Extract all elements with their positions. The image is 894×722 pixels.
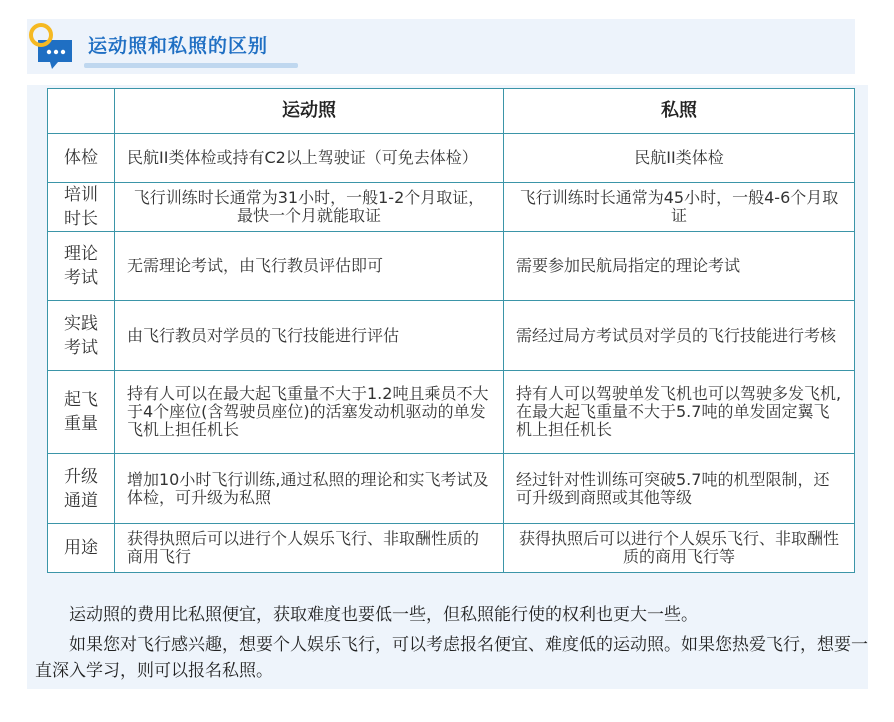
- sport-cell: 无需理论考试，由飞行教员评估即可: [115, 232, 504, 301]
- table-header-row: [48, 89, 855, 134]
- row-label: 升级通道: [48, 454, 115, 524]
- paragraph-summary: 运动照的费用比私照便宜，获取难度也要低一些，但私照能行使的权利也更大一些。: [69, 605, 698, 625]
- row-label: 起飞重量: [48, 371, 115, 454]
- table-row: [48, 134, 855, 183]
- private-cell: 需经过局方考试员对学员的飞行技能进行考核: [504, 301, 855, 371]
- row-label: 培训时长: [48, 183, 115, 232]
- sport-cell: 由飞行教员对学员的飞行技能进行评估: [115, 301, 504, 371]
- comparison-table: [47, 88, 855, 573]
- sport-cell: 民航II类体检或持有C2以上驾驶证（可免去体检）: [115, 134, 504, 183]
- table-header-sport: 运动照: [115, 89, 504, 134]
- table-row: [48, 301, 855, 371]
- row-label: 实践考试: [48, 301, 115, 371]
- table-row: [48, 183, 855, 232]
- private-cell: 持有人可以驾驶单发飞机也可以驾驶多发飞机,在最大起飞重量不大于5.7吨的单发固定翼飞机上担任机长: [504, 371, 855, 454]
- private-cell: 飞行训练时长通常为45小时，一般4-6个月取证: [504, 183, 855, 232]
- row-label: 用途: [48, 524, 115, 573]
- row-label: 体检: [48, 134, 115, 183]
- sport-cell: 持有人可以在最大起飞重量不大于1.2吨且乘员不大于4个座位(含驾驶员座位)的活塞发动机驱动的单发飞机上担任机长: [115, 371, 504, 454]
- sport-cell: 获得执照后可以进行个人娱乐飞行、非取酬性质的商用飞行: [115, 524, 504, 573]
- table-row: [48, 371, 855, 454]
- private-cell: 需要参加民航局指定的理论考试: [504, 232, 855, 301]
- table-header-blank: [48, 89, 115, 134]
- table-header-private: 私照: [504, 89, 855, 134]
- private-cell: 民航II类体检: [504, 134, 855, 183]
- chat-bubble-icon: [28, 22, 74, 70]
- table-row: [48, 524, 855, 573]
- section-title: 运动照和私照的区别: [88, 35, 269, 57]
- sport-cell: 飞行训练时长通常为31小时，一般1-2个月取证，最快一个月就能取证: [115, 183, 504, 232]
- title-underline: [84, 63, 298, 68]
- private-cell: 经过针对性训练可突破5.7吨的机型限制，还可升级到商照或其他等级: [504, 454, 855, 524]
- private-cell: 获得执照后可以进行个人娱乐飞行、非取酬性质的商用飞行等: [504, 524, 855, 573]
- paragraph-advice: 如果您对飞行感兴趣，想要个人娱乐飞行，可以考虑报名便宜、难度低的运动照。如果您热爱飞行，想要一直深入学习，则可以报名私照。: [35, 635, 868, 681]
- table-row: [48, 232, 855, 301]
- row-label: 理论考试: [48, 232, 115, 301]
- table-row: [48, 454, 855, 524]
- sport-cell: 增加10小时飞行训练,通过私照的理论和实飞考试及体检，可升级为私照: [115, 454, 504, 524]
